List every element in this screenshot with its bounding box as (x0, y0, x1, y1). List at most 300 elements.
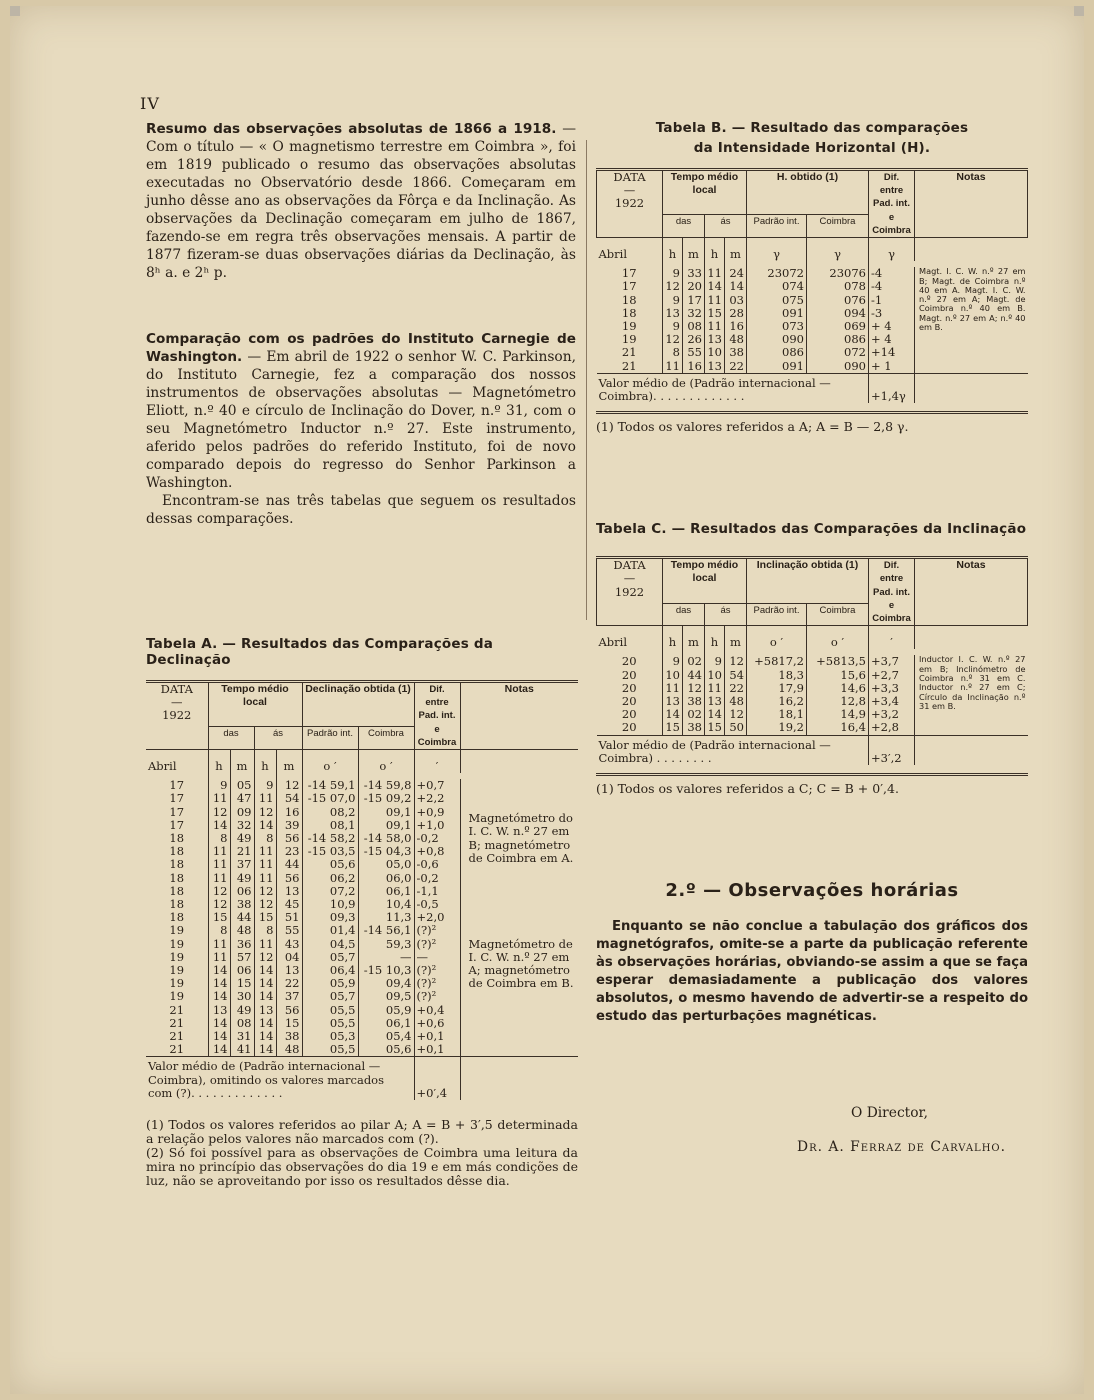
time-cell: 11 (705, 294, 725, 307)
header-tempo: Tempo médio local (663, 558, 747, 603)
table-row (597, 655, 1028, 668)
time-cell: 10 (705, 346, 725, 359)
time-cell: 45 (276, 898, 302, 911)
mean-value: +0′,4 (414, 1057, 460, 1100)
time-cell: 14 (208, 964, 230, 977)
date-cell: 19 (169, 936, 185, 951)
value-cell: -15 03,5 (302, 845, 358, 858)
date-cell: 17 (621, 279, 637, 294)
header-das: das (663, 215, 705, 238)
notes-text: Inductor I. C. W. n.º 27 em B; Inclinómetro de Coimbra n.º 31 em C. Inductor n.º 27 em C; Círculo da Inclinação n.º 31 em B. (915, 655, 1028, 735)
time-cell: 12 (254, 806, 276, 819)
time-cell: 14 (705, 280, 725, 293)
paragraph-heading: Comparação com os padrões do Instituto Carnegie de Washington. (146, 331, 576, 365)
value-cell: 05,5 (302, 1017, 358, 1030)
value-cell: 05,7 (302, 990, 358, 1003)
time-cell: 37 (230, 858, 254, 871)
header-dash: — (171, 695, 183, 710)
time-cell: 16 (276, 806, 302, 819)
time-cell: 11 (208, 792, 230, 805)
time-cell: 55 (276, 924, 302, 937)
time-cell: 11 (254, 858, 276, 871)
time-cell: 08 (230, 1017, 254, 1030)
time-cell: 12 (663, 280, 683, 293)
header-padrao: Padrão int. (747, 215, 807, 238)
spacer-cell (460, 750, 578, 761)
time-cell: 54 (276, 792, 302, 805)
time-cell: 14 (725, 280, 747, 293)
unit-cell: γ (869, 248, 915, 261)
unit-cell: m (683, 636, 705, 649)
difference-cell: (?)² (414, 977, 460, 990)
value-cell: 07,2 (302, 885, 358, 898)
date-cell: 20 (621, 707, 637, 722)
difference-cell: -1,1 (414, 885, 460, 898)
value-cell: +5817,2 (747, 655, 807, 668)
value-cell: 075 (747, 294, 807, 307)
time-cell: 48 (725, 695, 747, 708)
time-cell: 48 (230, 924, 254, 937)
date-cell: 18 (169, 831, 185, 846)
date-cell: 20 (621, 654, 637, 669)
time-cell: 03 (725, 294, 747, 307)
time-cell: 04 (276, 951, 302, 964)
value-cell: 06,0 (358, 872, 414, 885)
time-cell: 24 (725, 267, 747, 280)
time-cell: 44 (276, 858, 302, 871)
column-divider (586, 140, 587, 620)
difference-cell: +0,8 (414, 845, 460, 858)
footnote-2: (2) Só foi possível para as observações de Coimbra uma leitura da mira no princípio das observações do dia 19 e em más condições de luz, não se aproveitando por isso os resultados dêsse dia. (146, 1145, 578, 1189)
time-cell: 50 (725, 721, 747, 735)
time-cell: 12 (683, 682, 705, 695)
time-cell: 48 (276, 1043, 302, 1057)
difference-cell: +3,7 (869, 655, 915, 668)
scan-corner (1074, 6, 1084, 16)
value-cell: -15 09,2 (358, 792, 414, 805)
time-cell: 8 (254, 832, 276, 845)
notes-text: Magt. I. C. W. n.º 27 em B; Magt. de Coimbra n.º 40 em A. Magt. I. C. W. n.º 27 em A; Magt. de Coimbra n.º 40 em B. Magt. n.º 27 em A; n.º 40 em B. (915, 267, 1028, 373)
time-cell: 15 (663, 721, 683, 735)
paragraph-resumo (146, 120, 576, 282)
value-cell: 05,9 (358, 1004, 414, 1017)
value-cell: 09,4 (358, 977, 414, 990)
date-cell: 18 (169, 844, 185, 859)
time-cell: 15 (276, 1017, 302, 1030)
page-number: IV (140, 94, 160, 113)
table-a (146, 680, 578, 1100)
time-cell: 15 (705, 721, 725, 735)
value-cell: 069 (807, 320, 869, 333)
time-cell: 15 (254, 911, 276, 924)
time-cell: 11 (705, 320, 725, 333)
time-cell: 14 (254, 1043, 276, 1057)
header-coimbra: Coimbra (358, 727, 414, 750)
time-cell: 11 (208, 951, 230, 964)
time-cell: 12 (208, 898, 230, 911)
time-cell: 06 (230, 885, 254, 898)
difference-cell: -4 (869, 267, 915, 280)
time-cell: 56 (276, 832, 302, 845)
date-cell: 19 (169, 989, 185, 1004)
time-cell: 56 (276, 1004, 302, 1017)
mean-row (146, 1057, 578, 1100)
time-cell: 49 (230, 832, 254, 845)
time-cell: 14 (208, 990, 230, 1003)
time-cell: 8 (663, 346, 683, 359)
header-notas: Notas (460, 682, 578, 750)
difference-cell: -0,6 (414, 858, 460, 871)
time-cell: 14 (254, 977, 276, 990)
time-cell: 33 (683, 267, 705, 280)
mean-value: +3′,2 (869, 735, 915, 765)
unit-cell: m (276, 760, 302, 773)
difference-cell: — (414, 951, 460, 964)
value-cell: 05,5 (302, 1043, 358, 1057)
difference-cell: +0,6 (414, 1017, 460, 1030)
value-cell: -14 58,0 (358, 832, 414, 845)
table-row (146, 1004, 578, 1017)
time-cell: 14 (254, 819, 276, 832)
header-notas: Notas (915, 558, 1028, 626)
value-cell: 05,6 (358, 1043, 414, 1057)
value-cell: 10,9 (302, 898, 358, 911)
time-cell: 49 (230, 872, 254, 885)
mean-label: Valor médio de (Padrão internacional — Coimbra), omitindo os valores marcados com (?). . . . . . . . . . . . . (146, 1057, 414, 1100)
value-cell: 18,3 (747, 669, 807, 682)
value-cell: 16,2 (747, 695, 807, 708)
unit-cell: m (725, 248, 747, 261)
difference-cell: -4 (869, 280, 915, 293)
unit-cell: m (683, 248, 705, 261)
date-cell: 19 (169, 963, 185, 978)
value-cell: 072 (807, 346, 869, 359)
date-cell: 17 (621, 266, 637, 281)
header-tempo: Tempo médio local (663, 170, 747, 215)
spacer-cell (915, 626, 1028, 637)
time-cell: 12 (663, 333, 683, 346)
value-cell: 094 (807, 307, 869, 320)
time-cell: 48 (725, 333, 747, 346)
time-cell: 54 (725, 669, 747, 682)
time-cell: 9 (208, 779, 230, 792)
time-cell: 13 (208, 1004, 230, 1017)
time-cell: 49 (230, 1004, 254, 1017)
time-cell: 11 (254, 845, 276, 858)
time-cell: 05 (230, 779, 254, 792)
footnote-1: (1) Todos os valores referidos ao pilar A; A = B + 3′,5 determinada a relação pelos valores não marcados com (?). (146, 1117, 578, 1147)
notes-spacer (460, 779, 578, 792)
table-b-caption (596, 118, 1028, 158)
value-cell: 16,4 (807, 721, 869, 735)
time-cell: 06 (230, 964, 254, 977)
difference-cell: +3,4 (869, 695, 915, 708)
time-cell: 38 (276, 1030, 302, 1043)
time-cell: 14 (663, 708, 683, 721)
time-cell: 32 (230, 819, 254, 832)
time-cell: 8 (254, 924, 276, 937)
value-cell: 10,4 (358, 898, 414, 911)
time-cell: 17 (683, 294, 705, 307)
time-cell: 20 (683, 280, 705, 293)
notes-spacer (460, 885, 578, 925)
time-cell: 02 (683, 655, 705, 668)
time-cell: 08 (683, 320, 705, 333)
unit-cell: h (663, 248, 683, 261)
table-b (596, 168, 1028, 403)
value-cell: 086 (807, 333, 869, 346)
left-column (146, 120, 576, 528)
time-cell: 22 (276, 977, 302, 990)
notes-spacer (915, 373, 1028, 403)
difference-cell: +3,3 (869, 682, 915, 695)
date-cell: 18 (169, 897, 185, 912)
unit-cell: h (208, 760, 230, 773)
time-cell: 13 (254, 1004, 276, 1017)
difference-cell: +2,2 (414, 792, 460, 805)
date-cell: 17 (169, 817, 185, 832)
time-cell: 12 (725, 655, 747, 668)
right-column (596, 118, 1028, 1156)
value-cell: 09,1 (358, 806, 414, 819)
time-cell: 16 (725, 320, 747, 333)
value-cell: 05,3 (302, 1030, 358, 1043)
value-cell: 06,4 (302, 964, 358, 977)
table-c-caption: Tabela C. — Resultados das Comparações da Inclinação (596, 521, 1027, 538)
value-cell: — (358, 951, 414, 964)
date-cell: 19 (169, 923, 185, 938)
value-cell: 06,2 (302, 872, 358, 885)
notes-cell (915, 636, 1028, 649)
time-cell: 13 (705, 333, 725, 346)
value-cell: 074 (747, 280, 807, 293)
time-cell: 14 (208, 1017, 230, 1030)
time-cell: 11 (208, 938, 230, 951)
time-cell: 13 (276, 964, 302, 977)
value-cell: 01,4 (302, 924, 358, 937)
time-cell: 14 (208, 1043, 230, 1057)
difference-cell: -1 (869, 294, 915, 307)
value-cell: -14 59,8 (358, 779, 414, 792)
header-diferenca: Dif. entre Pad. int. e Coimbra (414, 682, 460, 750)
time-cell: 9 (663, 267, 683, 280)
value-cell: 12,8 (807, 695, 869, 708)
unit-cell: ′ (869, 636, 915, 649)
time-cell: 12 (254, 898, 276, 911)
date-cell: 20 (621, 680, 637, 695)
mean-label: Valor médio de (Padrão internacional — Coimbra) . . . . . . . . (597, 735, 869, 765)
difference-cell: +1,0 (414, 819, 460, 832)
value-cell: 18,1 (747, 708, 807, 721)
date-cell: 21 (169, 1015, 185, 1030)
time-cell: 14 (208, 1030, 230, 1043)
paragraph-heading: Resumo das observações absolutas de 1866 a 1918. (146, 121, 557, 137)
time-cell: 39 (276, 819, 302, 832)
time-cell: 10 (705, 669, 725, 682)
table-row (146, 885, 578, 898)
time-cell: 31 (230, 1030, 254, 1043)
units-row (597, 636, 1028, 649)
value-cell: 076 (807, 294, 869, 307)
header-data: DATA (613, 170, 646, 184)
value-cell: 23076 (807, 267, 869, 280)
header-declinacao: Declinação obtida (1) (302, 682, 414, 727)
unit-cell: γ (747, 248, 807, 261)
date-cell: 18 (169, 910, 185, 925)
unit-cell: h (705, 248, 725, 261)
time-cell: 38 (230, 898, 254, 911)
time-cell: 32 (683, 307, 705, 320)
time-cell: 14 (254, 1030, 276, 1043)
unit-cell: h (254, 760, 276, 773)
header-tempo: Tempo médio local (208, 682, 302, 727)
paragraph-text: — Em abril de 1922 o senhor W. C. Parkinson, do Instituto Carnegie, fez a comparação dos nossos instrumentos de observações absolutas — Magnetómetro Eliott, n.º 40 e círculo de Inclinação do Dover, n.º 31, com o seu Magnetómetro Inductor n.º 27. Este instrumento, aferido pelos padrões do referido Instituto, foi de novo comparado depois do regresso do Senhor Parkinson a Washington. (146, 349, 576, 491)
value-cell: 05,9 (302, 977, 358, 990)
header-year: 1922 (162, 708, 192, 723)
time-cell: 11 (208, 872, 230, 885)
date-cell: 18 (169, 857, 185, 872)
value-cell: 05,4 (358, 1030, 414, 1043)
value-cell: 14,9 (807, 708, 869, 721)
time-cell: 12 (254, 951, 276, 964)
unit-cell: o ′ (807, 636, 869, 649)
value-cell: 06,1 (358, 885, 414, 898)
month-label: Abril (148, 759, 177, 774)
value-cell: 17,9 (747, 682, 807, 695)
difference-cell: +0,1 (414, 1043, 460, 1057)
difference-cell: +3,2 (869, 708, 915, 721)
header-dash: — (623, 571, 636, 586)
unit-cell: m (230, 760, 254, 773)
unit-cell: γ (807, 248, 869, 261)
difference-cell: (?)² (414, 924, 460, 937)
date-cell: 21 (169, 1029, 185, 1044)
time-cell: 28 (725, 307, 747, 320)
time-cell: 13 (705, 695, 725, 708)
value-cell: 09,1 (358, 819, 414, 832)
time-cell: 21 (230, 845, 254, 858)
header-year: 1922 (614, 196, 645, 211)
notes-spacer (460, 1057, 578, 1100)
month-label: Abril (598, 635, 628, 650)
value-cell: 14,6 (807, 682, 869, 695)
date-cell: 17 (169, 791, 185, 806)
header-padrao: Padrão int. (302, 727, 358, 750)
time-cell: 15 (230, 977, 254, 990)
notes-spacer (460, 1004, 578, 1057)
difference-cell: +14 (869, 346, 915, 359)
mean-label: Valor médio de (Padrão internacional — Coimbra). . . . . . . . . . . . . (597, 373, 869, 403)
value-cell: 09,5 (358, 990, 414, 1003)
date-cell: 18 (621, 292, 637, 307)
time-cell: 11 (254, 938, 276, 951)
value-cell: -14 56,1 (358, 924, 414, 937)
time-cell: 13 (663, 307, 683, 320)
unit-cell: o ′ (358, 760, 414, 773)
value-cell: 091 (747, 360, 807, 374)
header-data: DATA (613, 558, 646, 573)
date-cell: 19 (621, 332, 637, 347)
header-as: ás (705, 215, 747, 238)
table-a-section (146, 636, 578, 1188)
difference-cell: (?)² (414, 938, 460, 951)
value-cell: 04,5 (302, 938, 358, 951)
mean-row (597, 373, 1028, 403)
table-c (596, 556, 1028, 765)
units-row (597, 248, 1028, 261)
header-as: ás (705, 603, 747, 626)
notes-text: Magnetómetro do I. C. W. n.º 27 em B; magnetómetro de Coimbra em A. (460, 792, 578, 884)
table-b-caption-line: da Intensidade Horizontal (H). (693, 140, 931, 156)
time-cell: 12 (208, 885, 230, 898)
difference-cell: +0,1 (414, 1030, 460, 1043)
time-cell: 11 (254, 792, 276, 805)
table-b-footnote: (1) Todos os valores referidos a A; A = B — 2,8 γ. (596, 411, 1028, 434)
table-b-caption-line: Tabela B. — Resultado das comparações (655, 120, 969, 136)
date-cell: 19 (621, 319, 637, 334)
date-cell: 21 (621, 345, 637, 360)
value-cell: 091 (747, 307, 807, 320)
value-cell: 23072 (747, 267, 807, 280)
header-h-obtido: H. obtido (1) (747, 170, 869, 215)
time-cell: 02 (683, 708, 705, 721)
time-cell: 56 (276, 872, 302, 885)
time-cell: 51 (276, 911, 302, 924)
time-cell: 12 (208, 806, 230, 819)
notes-spacer (915, 735, 1028, 765)
difference-cell: +2,7 (869, 669, 915, 682)
difference-cell: -0,2 (414, 832, 460, 845)
date-cell: 21 (621, 358, 637, 373)
value-cell: -15 07,0 (302, 792, 358, 805)
header-padrao: Padrão int. (747, 603, 807, 626)
value-cell: 090 (807, 360, 869, 374)
time-cell: 9 (663, 294, 683, 307)
time-cell: 26 (683, 333, 705, 346)
difference-cell: -0,5 (414, 898, 460, 911)
date-cell: 17 (169, 778, 185, 793)
scan-corner (10, 6, 20, 16)
time-cell: 22 (725, 360, 747, 374)
value-cell: 06,1 (358, 1017, 414, 1030)
difference-cell: (?)² (414, 990, 460, 1003)
table-row (146, 779, 578, 792)
notes-text: Magnetómetro de I. C. W. n.º 27 em A; magnetómetro de Coimbra em B. (460, 924, 578, 1003)
mean-row (597, 735, 1028, 765)
time-cell: 10 (663, 669, 683, 682)
time-cell: 11 (705, 267, 725, 280)
time-cell: 57 (230, 951, 254, 964)
spacer-cell (915, 238, 1028, 249)
time-cell: 14 (254, 1017, 276, 1030)
time-cell: 47 (230, 792, 254, 805)
time-cell: 9 (254, 779, 276, 792)
value-cell: 073 (747, 320, 807, 333)
value-cell: -14 59,1 (302, 779, 358, 792)
time-cell: 44 (683, 669, 705, 682)
time-cell: 11 (208, 845, 230, 858)
date-cell: 19 (169, 976, 185, 991)
unit-cell: o ′ (302, 760, 358, 773)
unit-cell: ′ (414, 760, 460, 773)
value-cell: 11,3 (358, 911, 414, 924)
time-cell: 8 (208, 924, 230, 937)
value-cell: 09,3 (302, 911, 358, 924)
table-c-footnote: (1) Todos os valores referidos a C; C = B + 0′,4. (596, 773, 1028, 796)
value-cell: 05,5 (302, 1004, 358, 1017)
difference-cell: +2,8 (869, 721, 915, 735)
difference-cell: + 4 (869, 333, 915, 346)
